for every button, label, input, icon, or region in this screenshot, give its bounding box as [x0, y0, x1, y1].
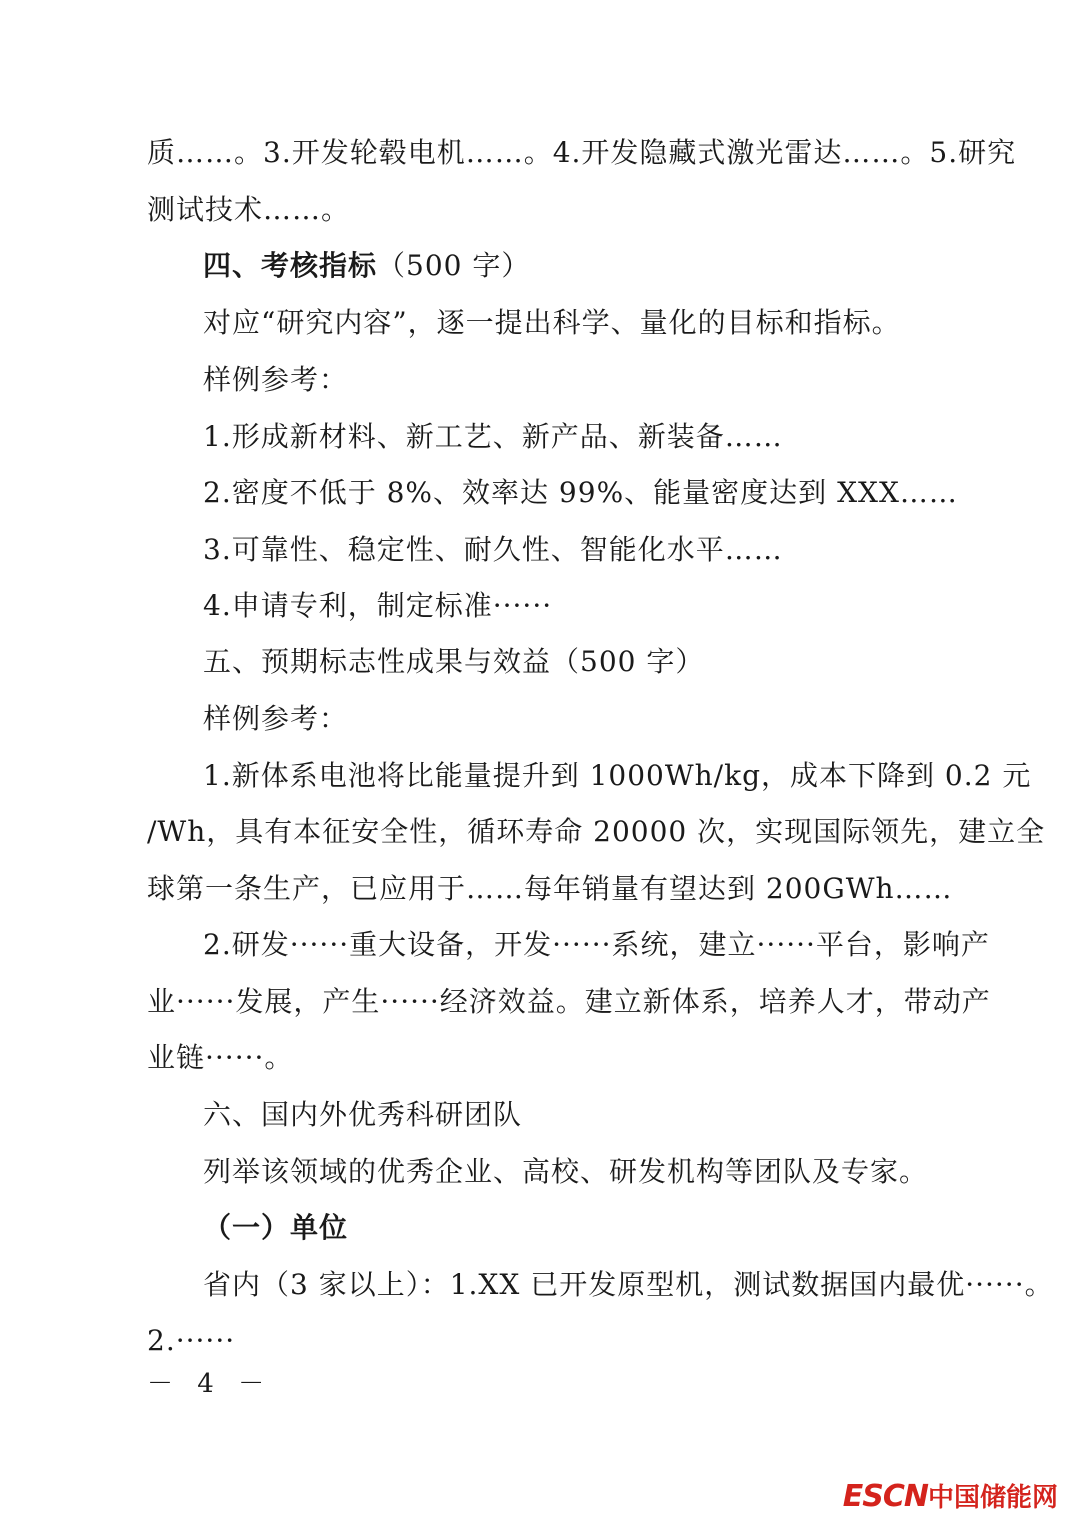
paragraph-line: 样例参考：	[203, 363, 349, 396]
paragraph-line: 省内（3 家以上）：1.XX 已开发原型机，测试数据国内最优······。	[203, 1268, 1054, 1301]
paragraph-line: 2.研发······重大设备，开发······系统，建立······平台，影响产	[203, 928, 990, 961]
paragraph-line: 列举该领域的优秀企业、高校、研发机构等团队及专家。	[203, 1155, 929, 1188]
paragraph-line: 球第一条生产，已应用于……每年销量有望达到 200GWh……	[147, 872, 953, 905]
paragraph-line: 测试技术……。	[147, 193, 351, 226]
section-heading-note: （500 字）	[551, 645, 705, 678]
section-heading-title: 四、考核指标	[203, 249, 378, 282]
watermark-logo	[843, 1477, 1058, 1514]
section-heading-4	[203, 246, 530, 286]
section-heading-title: 五、预期标志性成果与效益	[203, 645, 552, 678]
section-heading-note: （500 字）	[377, 249, 531, 282]
list-item: 3.可靠性、稳定性、耐久性、智能化水平……	[203, 533, 783, 566]
paragraph-line: 对应“研究内容”，逐一提出科学、量化的目标和指标。	[203, 306, 901, 339]
list-item: 4.申请专利，制定标准······	[203, 589, 553, 622]
paragraph-line: 样例参考：	[203, 702, 349, 735]
watermark-cjk: 中国储能网	[927, 1483, 1058, 1513]
list-item: 2.密度不低于 8%、效率达 99%、能量密度达到 XXX……	[203, 476, 958, 509]
section-heading-6: 六、国内外优秀科研团队	[203, 1098, 523, 1131]
paragraph-line: 业······发展，产生······经济效益。建立新体系，培养人才，带动产	[147, 985, 991, 1018]
subsection-heading: （一）单位	[203, 1211, 349, 1244]
paragraph-line: /Wh，具有本征安全性，循环寿命 20000 次，实现国际领先，建立全	[147, 815, 1046, 848]
paragraph-line: 2.······	[147, 1324, 236, 1357]
page-number: － 4 －	[147, 1369, 273, 1399]
paragraph-line: 1.新体系电池将比能量提升到 1000Wh/kg，成本下降到 0.2 元	[203, 759, 1032, 792]
paragraph-line: 质……。3.开发轮毂电机……。4.开发隐藏式激光雷达……。5.研究	[147, 136, 1017, 169]
list-item: 1.形成新材料、新工艺、新产品、新装备……	[203, 420, 783, 453]
watermark-latin: ESCN	[842, 1479, 928, 1514]
section-heading-5	[203, 642, 704, 682]
paragraph-line: 业链······。	[147, 1041, 294, 1074]
